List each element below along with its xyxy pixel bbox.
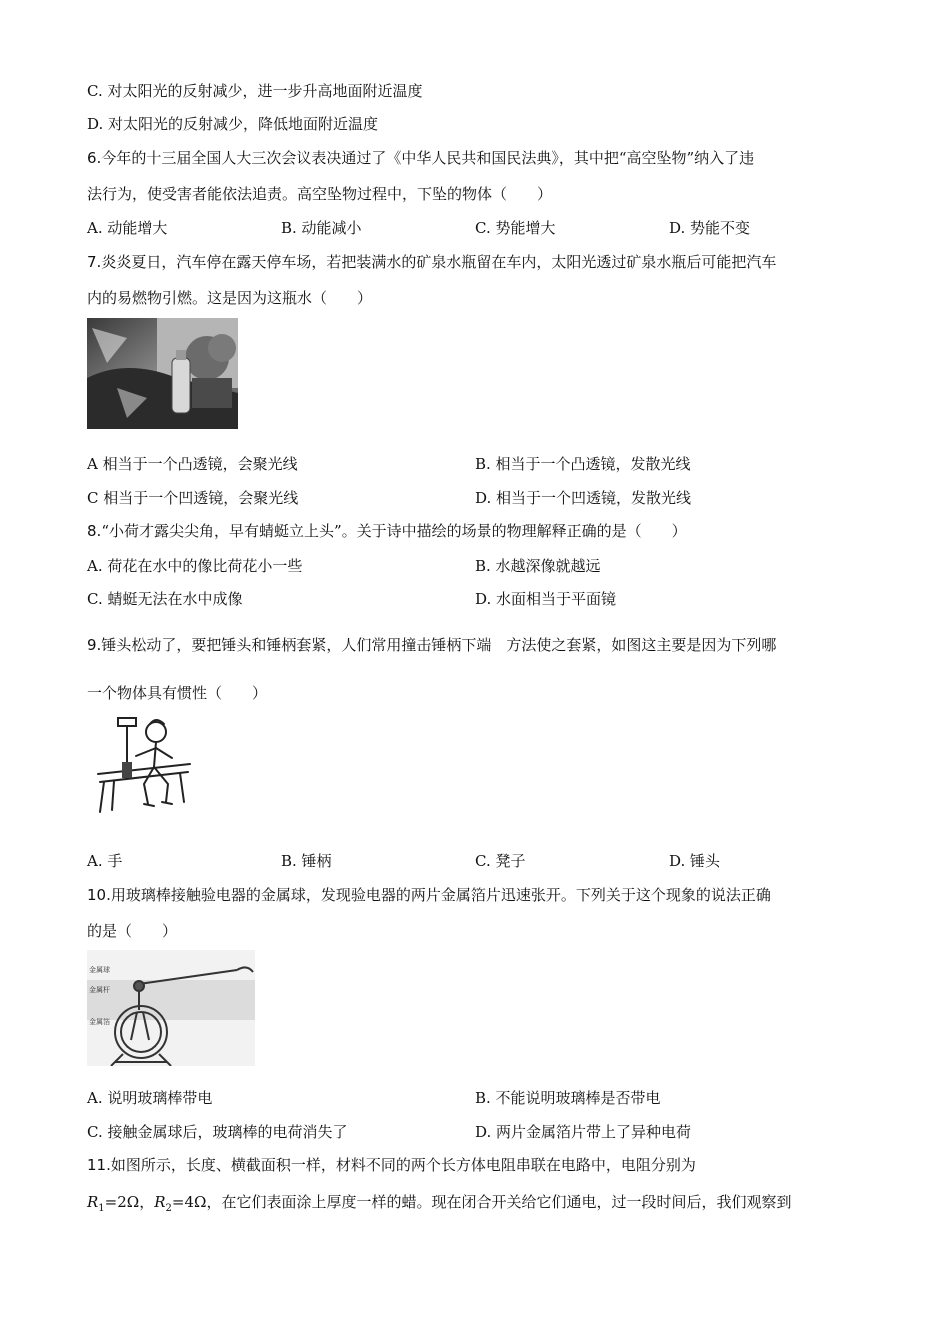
hammer-bench-figure bbox=[92, 712, 194, 814]
q9-number: 9. bbox=[87, 636, 102, 654]
q8-option-a: A. 荷花在水中的像比荷花小一些 bbox=[87, 557, 303, 575]
q9-option-a: A. 手 bbox=[87, 852, 123, 870]
car-bottle-photo bbox=[87, 318, 238, 429]
q9-option-b: B. 锤柄 bbox=[281, 852, 332, 870]
q10-line1 bbox=[87, 885, 771, 905]
q7-line1 bbox=[87, 252, 776, 272]
label-metal-ball: 金属球 bbox=[89, 966, 110, 974]
q8-number: 8. bbox=[87, 522, 102, 540]
q8-option-c: C. 蜻蜓无法在水中成像 bbox=[87, 590, 243, 608]
q5-option-c: C. 对太阳光的反射减少，进一步升高地面附近温度 bbox=[87, 82, 423, 100]
r2-symbol: R bbox=[154, 1193, 166, 1211]
q10-option-c: C. 接触金属球后，玻璃棒的电荷消失了 bbox=[87, 1123, 348, 1141]
q7-option-a: A 相当于一个凸透镜，会聚光线 bbox=[87, 455, 298, 473]
q10-line2: 的是（ ） bbox=[87, 922, 178, 940]
q7-text1: 炎炎夏日，汽车停在露天停车场，若把装满水的矿泉水瓶留在车内，太阳光透过矿泉水瓶后可能把汽车 bbox=[101, 253, 777, 271]
q9-line1 bbox=[87, 635, 776, 655]
q9-text1: 锤头松动了，要把锤头和锤柄套紧，人们常用撞击锤柄下端 方法使之套紧，如图这主要是因为下列哪 bbox=[101, 636, 777, 654]
q8-option-d: D. 水面相当于平面镜 bbox=[475, 590, 617, 608]
q8-line1 bbox=[87, 521, 687, 541]
q7-option-b: B. 相当于一个凸透镜，发散光线 bbox=[475, 455, 691, 473]
electroscope-figure bbox=[87, 950, 255, 1066]
q8-option-b: B. 水越深像就越远 bbox=[475, 557, 601, 575]
r2-subscript: 2 bbox=[165, 1203, 172, 1214]
q8-text1: “小荷才露尖尖角，早有蜻蜓立上头”。关于诗中描绘的场景的物理解释正确的是（ ） bbox=[101, 522, 687, 540]
q6-option-b: B. 动能减小 bbox=[281, 219, 362, 237]
q7-option-d: D. 相当于一个凹透镜，发散光线 bbox=[475, 489, 692, 507]
r2-value: =4Ω，在它们表面涂上厚度一样的蜡。现在闭合开关给它们通电，过一段时间后，我们观察到 bbox=[171, 1193, 792, 1211]
q10-text1: 用玻璃棒接触验电器的金属球，发现验电器的两片金属箔片迅速张开。下列关于这个现象的说法正确 bbox=[110, 886, 771, 904]
q6-option-d: D. 势能不变 bbox=[669, 219, 751, 237]
q6-option-a: A. 动能增大 bbox=[87, 219, 168, 237]
q11-line1 bbox=[87, 1155, 696, 1175]
q11-line2 bbox=[87, 1192, 791, 1219]
q6-option-c: C. 势能增大 bbox=[475, 219, 556, 237]
label-metal-rod: 金属杆 bbox=[89, 986, 110, 994]
r1-value: =2Ω， bbox=[104, 1193, 155, 1211]
q10-option-b: B. 不能说明玻璃棒是否带电 bbox=[475, 1089, 661, 1107]
r1-symbol: R bbox=[87, 1193, 99, 1211]
label-metal-foil: 金属箔 bbox=[89, 1018, 110, 1026]
q5-option-d: D. 对太阳光的反射减少，降低地面附近温度 bbox=[87, 115, 379, 133]
q6-line1 bbox=[87, 148, 754, 168]
r1-subscript: 1 bbox=[98, 1203, 105, 1214]
q7-number: 7. bbox=[87, 253, 102, 271]
q10-number: 10. bbox=[87, 886, 111, 904]
q9-line2: 一个物体具有惯性（ ） bbox=[87, 684, 268, 702]
q9-option-d: D. 锤头 bbox=[669, 852, 721, 870]
q6-line2: 法行为，使受害者能依法追责。高空坠物过程中，下坠的物体（ ） bbox=[87, 185, 553, 203]
q6-number: 6. bbox=[87, 149, 102, 167]
q7-option-c: C 相当于一个凹透镜，会聚光线 bbox=[87, 489, 299, 507]
q6-text1: 今年的十三届全国人大三次会议表决通过了《中华人民共和国民法典》，其中把“高空坠物”纳入了违 bbox=[101, 149, 755, 167]
q11-number: 11. bbox=[87, 1156, 111, 1174]
q10-option-d: D. 两片金属箔片带上了异种电荷 bbox=[475, 1123, 692, 1141]
q9-option-c: C. 凳子 bbox=[475, 852, 526, 870]
q10-option-a: A. 说明玻璃棒带电 bbox=[87, 1089, 213, 1107]
q11-text1: 如图所示，长度、横截面积一样，材料不同的两个长方体电阻串联在电路中，电阻分别为 bbox=[110, 1156, 696, 1174]
q7-line2: 内的易燃物引燃。这是因为这瓶水（ ） bbox=[87, 289, 373, 307]
